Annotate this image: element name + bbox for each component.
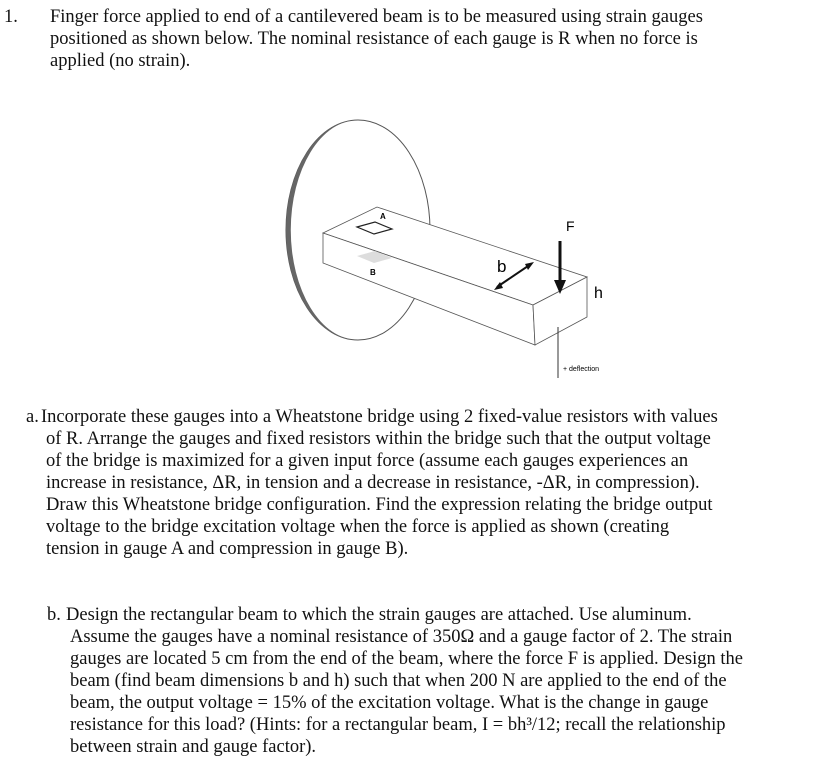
text-line: resistance for this load? (Hints: for a rectangular beam, I = bh³/12; recall the relationship bbox=[70, 715, 726, 735]
gauge-a-label: A bbox=[380, 212, 386, 221]
height-label: h bbox=[594, 285, 603, 302]
part-a-label: a. bbox=[26, 407, 39, 427]
text-line: gauges are located 5 cm from the end of the beam, where the force F is applied. Design the bbox=[70, 649, 743, 669]
text-line: of R. Arrange the gauges and fixed resistors within the bridge such that the output voltage bbox=[46, 429, 711, 449]
deflection-label: + deflection bbox=[563, 366, 599, 373]
text-line: Assume the gauges have a nominal resistance of 350Ω and a gauge factor of 2. The strain bbox=[70, 627, 733, 647]
question-number: 1. bbox=[4, 7, 18, 27]
width-label: b bbox=[497, 257, 507, 276]
text-line: beam (find beam dimensions b and h) such that when 200 N are applied to the end of the bbox=[70, 671, 727, 691]
part-b-label: b. bbox=[47, 605, 61, 625]
text-line: positioned as shown below. The nominal resistance of each gauge is R when no force is bbox=[50, 29, 698, 49]
text-line: between strain and gauge factor). bbox=[70, 737, 317, 757]
force-label: F bbox=[566, 218, 575, 234]
gauge-b-label: B bbox=[370, 268, 376, 277]
text-line: Design the rectangular beam to which the strain gauges are attached. Use aluminum. bbox=[66, 605, 692, 625]
part-a-text bbox=[41, 406, 718, 560]
text-line: Incorporate these gauges into a Wheatstone bridge using 2 fixed-value resistors with values bbox=[41, 407, 718, 427]
text-line: of the bridge is maximized for a given input force (assume each gauges experiences an bbox=[46, 451, 689, 471]
text-line: tension in gauge A and compression in gauge B). bbox=[46, 539, 409, 559]
text-line: Finger force applied to end of a cantilevered beam is to be measured using strain gauges bbox=[50, 7, 703, 27]
text-line: applied (no strain). bbox=[50, 51, 191, 71]
part-b-text bbox=[66, 604, 743, 758]
text-line: increase in resistance, ΔR, in tension and a decrease in resistance, -ΔR, in compression). bbox=[46, 473, 700, 493]
text-line: beam, the output voltage = 15% of the excitation voltage. What is the change in gauge bbox=[70, 693, 709, 713]
text-line: voltage to the bridge excitation voltage when the force is applied as shown (creating bbox=[46, 517, 670, 537]
text-line: Draw this Wheatstone bridge configuration. Find the expression relating the bridge output bbox=[46, 495, 713, 515]
